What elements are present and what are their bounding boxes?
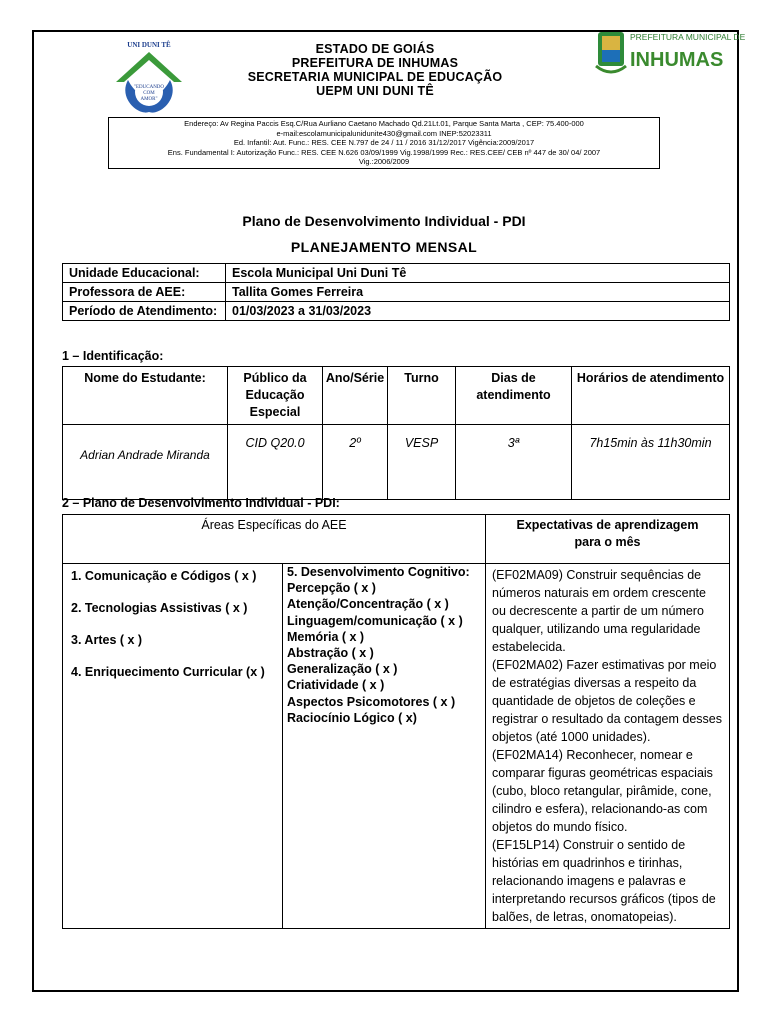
- cell: 2º: [323, 425, 388, 500]
- table-row: [63, 564, 730, 929]
- cell: CID Q20.0: [228, 425, 323, 500]
- svg-text:COM: COM: [143, 91, 155, 96]
- cognitive-item: Criatividade ( x ): [287, 678, 385, 693]
- area-item: 2. Tecnologias Assistivas ( x ): [71, 601, 248, 615]
- areas-cell: [63, 564, 283, 929]
- student-name: Adrian Andrade Miranda: [63, 425, 228, 500]
- cognitive-item: Generalização ( x ): [287, 662, 398, 677]
- document-title: Plano de Desenvolvimento Individual - PDI: [242, 213, 526, 229]
- document-subtitle: PLANEJAMENTO MENSAL: [290, 239, 478, 255]
- expectation-item: (EF02MA09) Construir sequências de números naturais em ordem crescente ou decrescente a partir de um número qualquer, utilizando uma regularidade estabelecida.: [492, 568, 706, 654]
- school-logo: [108, 38, 190, 118]
- table-header-row: [63, 367, 730, 425]
- cognitive-item: Atenção/Concentração ( x ): [287, 597, 449, 612]
- header-secretariat: SECRETARIA MUNICIPAL DE EDUCAÇÃO: [247, 70, 503, 84]
- expectation-item: (EF02MA14) Reconhecer, nomear e comparar figuras geométricas espaciais (cubo, bloco retangular, pirâmide, cone, cilindro e esfera), relacionando-as com objetos do mundo físico.: [492, 748, 713, 834]
- table-row: [63, 302, 730, 321]
- email-line: e-mail:escolamunicipalunidunite430@gmail.com INEP:52023311: [276, 128, 492, 138]
- expectations-header: Expectativas de aprendizagem para o mês: [486, 515, 730, 564]
- info-label: Professora de AEE:: [63, 283, 226, 302]
- table-row: [63, 264, 730, 283]
- expectations-cell: [486, 564, 730, 929]
- header-school: UEPM UNI DUNI TÊ: [316, 84, 434, 98]
- cognitive-item: 5. Desenvolvimento Cognitivo:: [287, 565, 470, 579]
- svg-text:INHUMAS: INHUMAS: [630, 49, 724, 71]
- address-line: Endereço: Av Regina Paccis Esq.C/Rua Aurliano Caetano Machado Qd.21Lt.01, Parque Santa Marta , CEP: 75.400-000: [184, 119, 584, 128]
- column-header: Dias de atendimento: [456, 367, 572, 425]
- identification-table: [62, 366, 730, 500]
- table-row: [63, 283, 730, 302]
- cell: 7h15min às 11h30min: [572, 425, 730, 500]
- expectation-item: (EF02MA02) Fazer estimativas por meio de estratégias diversas a respeito da quantidade de objetos de coleções e registrar o resultado da contagem desses objetos (até 1000 unidades).: [492, 658, 722, 744]
- address-box: [108, 117, 660, 169]
- area-item: 1. Comunicação e Códigos ( x ): [71, 569, 257, 583]
- cell: 3ª: [456, 425, 572, 500]
- column-header: Nome do Estudante:: [63, 367, 228, 425]
- cognitive-item: Memória ( x ): [287, 629, 365, 644]
- cell: VESP: [388, 425, 456, 500]
- svg-text:"EDUCANDO: "EDUCANDO: [133, 85, 165, 90]
- section-heading: 2 – Plano de Desenvolvimento Individual - PDI:: [62, 496, 340, 510]
- areas-header: Áreas Específicas do AEE: [63, 515, 486, 564]
- city-logo: [594, 26, 746, 82]
- cognitive-item: Raciocínio Lógico ( x): [287, 710, 417, 725]
- area-item: 4. Enriquecimento Curricular (x ): [71, 665, 265, 679]
- cognitive-item: Abstração ( x ): [287, 646, 374, 661]
- info-value: Escola Municipal Uni Duni Tê: [226, 264, 730, 283]
- table-header-row: [63, 515, 730, 564]
- svg-text:AMOR": AMOR": [140, 97, 158, 102]
- header-state: ESTADO DE GOIÁS: [315, 42, 435, 56]
- column-header: Público da Educação Especial: [228, 367, 323, 425]
- column-header: Turno: [388, 367, 456, 425]
- pdi-table: [62, 514, 730, 929]
- cognitive-item: Aspectos Psicomotores ( x ): [287, 694, 456, 709]
- cognitive-cell: [283, 564, 486, 929]
- area-item: 3. Artes ( x ): [71, 633, 143, 647]
- validity-line: Vig.:2006/2009: [358, 157, 410, 166]
- section-heading: 1 – Identificação:: [62, 349, 164, 363]
- institution-header: [200, 42, 550, 98]
- cognitive-item: Linguagem/comunicação ( x ): [287, 613, 463, 628]
- svg-text:UNI DUNI TÊ: UNI DUNI TÊ: [127, 41, 171, 49]
- column-header: Ano/Série: [323, 367, 388, 425]
- expectation-item: (EF15LP14) Construir o sentido de histórias em quadrinhos e tirinhas, relacionando imagens e palavras e interpretando recursos gráficos (tipos de balões, de letras, onomatopeias).: [492, 838, 716, 924]
- cognitive-item: Percepção ( x ): [287, 581, 376, 596]
- header-city: PREFEITURA DE INHUMAS: [291, 56, 459, 70]
- column-header: Horários de atendimento: [572, 367, 730, 425]
- authorization-line: Ens. Fundamental I: Autorização Func.: RES. CEE N.626 03/09/1999 Vig.1998/1999 Rec.: RES.CEE/ CEB nº 447 de 30/ 04/ 2007: [167, 147, 601, 157]
- info-value: Tallita Gomes Ferreira: [226, 283, 730, 302]
- svg-text:PREFEITURA MUNICIPAL DE: PREFEITURA MUNICIPAL DE: [630, 32, 746, 42]
- table-row: [63, 425, 730, 500]
- info-label: Unidade Educacional:: [63, 264, 226, 283]
- info-value: 01/03/2023 a 31/03/2023: [226, 302, 730, 321]
- info-table: [62, 263, 730, 321]
- info-label: Período de Atendimento:: [63, 302, 226, 321]
- authorization-line: Ed. Infantil: Aut. Func.: RES. CEE N.797 de 24 / 11 / 2016 31/12/2017 Vigência:2009/2017: [233, 138, 535, 147]
